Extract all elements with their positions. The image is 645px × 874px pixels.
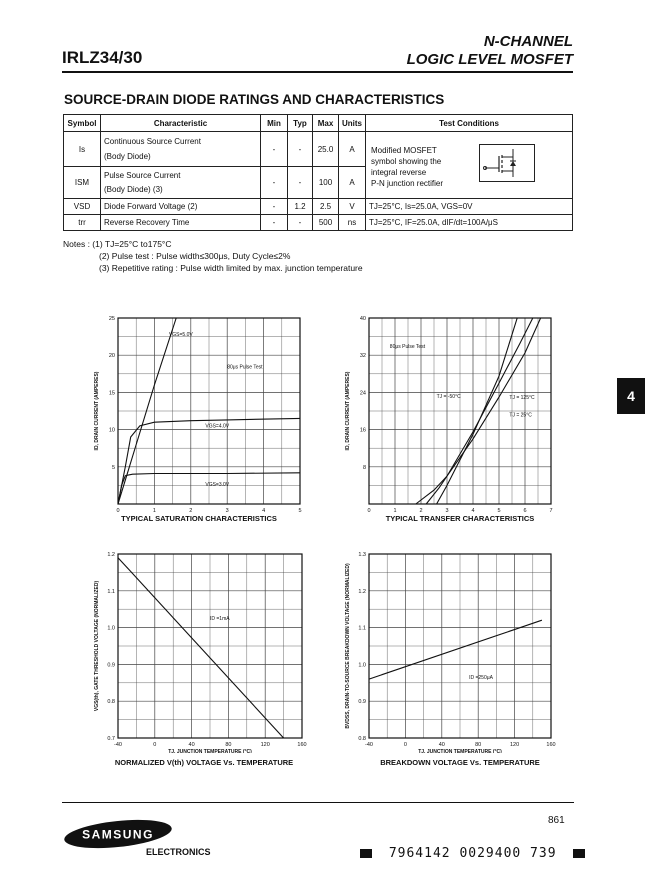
x-tick-label: 3 xyxy=(225,508,229,512)
section-tab: 4 xyxy=(617,378,645,414)
merged-condition-cell xyxy=(366,132,573,199)
y-tick-label: 24 xyxy=(359,390,366,397)
typ-cell: - xyxy=(288,215,313,231)
y-axis-label: VGS(th), GATE THRESHOLD VOLTAGE (NORMALIZED) xyxy=(94,580,100,712)
chart-vth-plot xyxy=(84,548,324,753)
x-tick-label: 40 xyxy=(188,742,195,748)
max-cell: 25.0 xyxy=(313,132,339,167)
symbol-cell: Is xyxy=(64,132,101,167)
characteristic-line: Continuous Source Current xyxy=(104,137,201,147)
x-tick-label: 0 xyxy=(403,742,407,748)
barcode-block-right xyxy=(573,849,585,858)
characteristic-cell: Reverse Recovery Time xyxy=(101,215,261,231)
x-tick-label: 1 xyxy=(393,508,397,512)
characteristic-line: (Body Diode) xyxy=(104,152,151,162)
x-tick-label: 4 xyxy=(471,508,475,512)
y-tick-label: 1.1 xyxy=(358,625,366,632)
ratings-table xyxy=(63,114,573,231)
samsung-logo xyxy=(64,818,174,850)
symbol-cell: trr xyxy=(64,215,101,231)
x-tick-label: -40 xyxy=(365,742,373,748)
y-tick-label: 1.3 xyxy=(358,552,366,558)
chart-annotation: TJ = 25°C xyxy=(509,412,532,419)
x-tick-label: 4 xyxy=(262,508,266,512)
min-cell: - xyxy=(261,215,288,231)
chart-saturation xyxy=(84,312,324,532)
footer-rule xyxy=(62,802,574,803)
notes-block xyxy=(63,238,363,274)
col-header: Max xyxy=(313,115,339,132)
x-tick-label: 2 xyxy=(189,508,193,512)
x-tick-label: 7 xyxy=(549,508,553,512)
condition-line: Modified MOSFET xyxy=(371,146,437,155)
y-tick-label: 15 xyxy=(108,390,115,397)
chart-annotation: VGS=5.0V xyxy=(168,331,193,338)
col-header: Test Conditions xyxy=(366,115,573,132)
section-title: SOURCE-DRAIN DIODE RATINGS AND CHARACTERISTICS xyxy=(64,92,445,107)
x-tick-label: 5 xyxy=(497,508,501,512)
y-tick-label: 16 xyxy=(359,427,366,434)
x-tick-label: 160 xyxy=(297,742,307,748)
typ-cell: - xyxy=(288,167,313,199)
x-tick-label: 120 xyxy=(260,742,270,748)
chart-annotation: TJ = 125°C xyxy=(509,394,535,401)
y-tick-label: 40 xyxy=(359,316,366,322)
series-line xyxy=(369,620,542,682)
note-line: (3) Repetitive rating : Pulse width limited by max. junction temperature xyxy=(99,263,363,273)
col-header: Symbol xyxy=(64,115,101,132)
condition-line: P-N junction rectifier xyxy=(371,179,444,188)
characteristic-cell xyxy=(101,167,261,199)
units-cell: ns xyxy=(339,215,366,231)
division-label: ELECTRONICS xyxy=(146,847,211,857)
table-row xyxy=(64,199,573,215)
min-cell: - xyxy=(261,199,288,215)
table-header-row xyxy=(64,115,573,132)
chart-annotation: ID =250μA xyxy=(469,675,493,682)
chart-annotation: ID =1mA xyxy=(210,616,230,623)
x-tick-label: 6 xyxy=(523,508,527,512)
typ-cell: 1.2 xyxy=(288,199,313,215)
x-tick-label: 3 xyxy=(445,508,449,512)
units-cell: A xyxy=(339,167,366,199)
mosfet-symbol-icon xyxy=(479,144,535,182)
barcode-line xyxy=(360,846,585,861)
page-number: 861 xyxy=(548,815,565,826)
barcode-block-left xyxy=(360,849,372,858)
y-axis-label: ID, DRAIN CURRENT (AMPERES) xyxy=(94,371,100,451)
characteristic-cell xyxy=(101,132,261,167)
note-line: (2) Pulse test : Pulse width≤300μs, Duty Cycle≤2% xyxy=(99,251,291,261)
x-tick-label: 120 xyxy=(510,742,520,748)
y-tick-label: 1.2 xyxy=(358,588,366,595)
chart-breakdown xyxy=(335,548,575,770)
y-tick-label: 0.7 xyxy=(107,736,115,742)
x-tick-label: 0 xyxy=(116,508,120,512)
col-header: Units xyxy=(339,115,366,132)
series-line xyxy=(118,558,284,738)
y-tick-label: 1.1 xyxy=(107,588,115,595)
x-axis-label: TJ, JUNCTION TEMPERATURE (°C) xyxy=(418,749,502,753)
max-cell: 2.5 xyxy=(313,199,339,215)
x-tick-label: 80 xyxy=(225,742,232,748)
condition-cell: TJ=25°C, Is=25.0A, VGS=0V xyxy=(366,199,573,215)
col-header: Characteristic xyxy=(101,115,261,132)
brand-text: SAMSUNG xyxy=(82,827,154,842)
chart-breakdown-title: BREAKDOWN VOLTAGE Vs. TEMPERATURE xyxy=(380,758,540,767)
chart-annotation: 80μs Pulse Test xyxy=(227,364,263,371)
x-tick-label: 40 xyxy=(438,742,445,748)
symbol-cell: ISM xyxy=(64,167,101,199)
part-number: IRLZ34/30 xyxy=(62,48,143,67)
x-tick-label: 5 xyxy=(298,508,302,512)
chart-annotation: TJ = -50°C xyxy=(436,393,461,400)
y-tick-label: 25 xyxy=(108,316,115,322)
units-cell: V xyxy=(339,199,366,215)
characteristic-cell: Diode Forward Voltage (2) xyxy=(101,199,261,215)
chart-annotation: VGS=4.0V xyxy=(205,423,230,430)
x-axis-label: TJ, JUNCTION TEMPERATURE (°C) xyxy=(168,749,252,753)
x-tick-label: 0 xyxy=(367,508,371,512)
col-header: Min xyxy=(261,115,288,132)
condition-cell: TJ=25°C, IF=25.0A, dIF/dt=100A/μS xyxy=(366,215,573,231)
x-tick-label: 0 xyxy=(153,742,157,748)
y-tick-label: 0.8 xyxy=(358,736,366,742)
chart-saturation-plot xyxy=(84,312,324,512)
col-header: Typ xyxy=(288,115,313,132)
y-tick-label: 32 xyxy=(359,353,366,360)
y-tick-label: 0.9 xyxy=(358,699,366,706)
typ-cell: - xyxy=(288,132,313,167)
y-tick-label: 1.2 xyxy=(107,552,115,558)
y-tick-label: 0.8 xyxy=(107,699,115,706)
max-cell: 500 xyxy=(313,215,339,231)
x-tick-label: -40 xyxy=(114,742,122,748)
y-tick-label: 10 xyxy=(108,427,115,434)
header-rule xyxy=(62,71,573,73)
y-tick-label: 8 xyxy=(362,464,366,471)
chart-annotation: VGS=3.0V xyxy=(205,482,230,489)
condition-line: integral reverse xyxy=(371,168,427,177)
characteristic-line: Pulse Source Current xyxy=(104,171,181,181)
chart-saturation-title: TYPICAL SATURATION CHARACTERISTICS xyxy=(121,514,277,523)
chart-annotation: 80μs Pulse Test xyxy=(389,344,426,351)
x-tick-label: 80 xyxy=(475,742,482,748)
x-tick-label: 1 xyxy=(152,508,156,512)
y-tick-label: 0.9 xyxy=(107,662,115,669)
y-axis-label: BVDSS, DRAIN-TO-SOURCE BREAKDOWN VOLTAGE (NORMALIZED) xyxy=(345,563,351,729)
min-cell: - xyxy=(261,132,288,167)
y-tick-label: 1.0 xyxy=(358,662,366,669)
chart-transfer-plot xyxy=(335,312,575,512)
min-cell: - xyxy=(261,167,288,199)
y-tick-label: 20 xyxy=(108,353,115,360)
max-cell: 100 xyxy=(313,167,339,199)
note-line: Notes : (1) TJ=25°C to175°C xyxy=(63,239,172,249)
units-cell: A xyxy=(339,132,366,167)
symbol-cell: VSD xyxy=(64,199,101,215)
condition-line: symbol showing the xyxy=(371,157,442,166)
device-type-line1: N-CHANNEL xyxy=(483,33,573,50)
characteristic-line: (Body Diode) (3) xyxy=(104,185,163,195)
y-tick-label: 5 xyxy=(111,464,115,471)
device-type-line2: LOGIC LEVEL MOSFET xyxy=(406,51,573,68)
x-tick-label: 160 xyxy=(546,742,556,748)
y-tick-label: 1.0 xyxy=(107,625,115,632)
chart-vth xyxy=(84,548,324,770)
table-row xyxy=(64,132,573,167)
chart-vth-title: NORMALIZED V(th) VOLTAGE Vs. TEMPERATURE xyxy=(114,758,294,767)
table-row xyxy=(64,215,573,231)
barcode-digits: 7964142 0029400 739 xyxy=(388,846,557,861)
x-tick-label: 2 xyxy=(419,508,423,512)
chart-transfer-title: TYPICAL TRANSFER CHARACTERISTICS xyxy=(385,514,535,523)
y-axis-label: ID, DRAIN CURRENT (AMPERES) xyxy=(345,371,351,451)
chart-transfer xyxy=(335,312,575,532)
chart-breakdown-plot xyxy=(335,548,575,753)
